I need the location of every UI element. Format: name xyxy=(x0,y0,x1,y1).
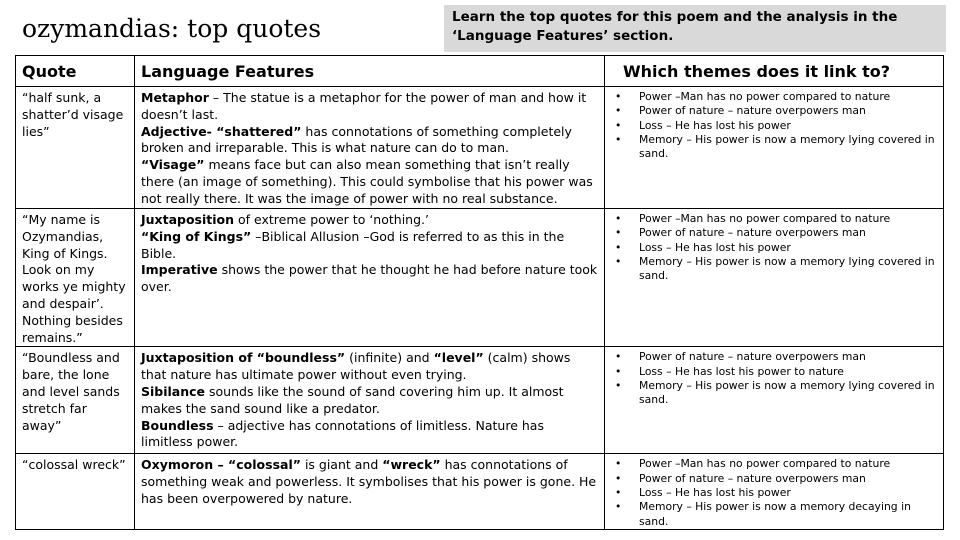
analysis-text: is giant and xyxy=(300,457,383,473)
quote-cell: “Boundless and bare, the lone and level sands stretch far away” xyxy=(16,347,135,454)
device-term: “King of Kings” xyxy=(141,228,252,244)
page-title: ozymandias: top quotes xyxy=(22,14,322,43)
analysis-text: has connotations of something weak and powerless. It symbolises that his power is gone. He has been overpowered by nature. xyxy=(141,457,597,506)
analysis-paragraph xyxy=(141,90,598,124)
table-body xyxy=(16,87,944,530)
theme-item: • Power of nature – nature overpowers man xyxy=(639,104,937,118)
table-row xyxy=(16,454,944,530)
analysis-text: means face but can also mean something that isn’t really there (an image of something). This could symbolise that his power was not really there. It was the image of power with no real substance. xyxy=(141,157,593,206)
analysis-text: shows the power that he thought he had before nature took over. xyxy=(141,262,598,295)
themes-cell xyxy=(605,454,944,530)
analysis-paragraph xyxy=(141,262,598,296)
quote-cell: “My name is Ozymandias, King of Kings. Look on my works ye mighty and despair’. Nothing besides remains.” xyxy=(16,209,135,347)
analysis-paragraph xyxy=(141,418,598,452)
table-row xyxy=(16,347,944,454)
device-term: Juxtaposition of “boundless” xyxy=(141,350,346,366)
analysis-paragraph xyxy=(141,350,598,384)
analysis-text: sounds like the sound of sand covering him up. It almost makes the sand sound like a predator. xyxy=(141,383,564,416)
language-features-cell xyxy=(135,87,605,209)
language-features-cell xyxy=(135,454,605,530)
themes-list xyxy=(611,90,937,161)
device-term: Juxtaposition xyxy=(141,212,235,227)
analysis-text: (infinite) and xyxy=(345,350,434,366)
instruction-box: Learn the top quotes for this poem and the analysis in the ‘Language Features’ section. xyxy=(444,5,946,52)
theme-item: • Memory – His power is now a memory lying covered in sand. xyxy=(639,133,937,162)
themes-cell xyxy=(605,347,944,454)
themes-list xyxy=(611,457,937,528)
header-quote: Quote xyxy=(16,56,135,87)
theme-item: • Power of nature – nature overpowers man xyxy=(639,350,937,364)
device-term: “Visage” xyxy=(141,157,205,173)
analysis-text: has connotations of something completely broken and irreparable. This is what nature can do to man. xyxy=(141,123,572,156)
analysis-paragraph xyxy=(141,124,598,158)
analysis-paragraph xyxy=(141,157,598,207)
themes-list xyxy=(611,350,937,407)
header-themes: Which themes does it link to? xyxy=(605,56,944,87)
device-term: “wreck” xyxy=(382,457,441,473)
device-term: Metaphor xyxy=(141,90,209,105)
device-term: Sibilance xyxy=(141,383,206,399)
theme-item: • Loss – He has lost his power to nature xyxy=(639,365,937,379)
language-features-cell xyxy=(135,347,605,454)
theme-item: • Power –Man has no power compared to nature xyxy=(639,90,937,104)
table-row xyxy=(16,87,944,209)
device-term: Boundless xyxy=(141,417,214,433)
analysis-text: of extreme power to ‘nothing.’ xyxy=(234,212,429,227)
theme-item: • Loss – He has lost his power xyxy=(639,486,937,500)
theme-item: • Loss – He has lost his power xyxy=(639,241,937,255)
theme-item: • Power of nature – nature overpowers man xyxy=(639,472,937,486)
device-term: Adjective- “shattered” xyxy=(141,123,302,139)
device-term: Imperative xyxy=(141,262,218,278)
analysis-text: – adjective has connotations of limitless. Nature has limitless power. xyxy=(141,417,544,450)
table-header-row xyxy=(16,56,944,87)
analysis-text: – The statue is a metaphor for the power of man and how it doesn’t last. xyxy=(141,90,587,122)
language-features-cell xyxy=(135,209,605,347)
theme-item: • Memory – His power is now a memory lying covered in sand. xyxy=(639,379,937,408)
theme-item: • Memory – His power is now a memory lying covered in sand. xyxy=(639,255,937,284)
theme-item: • Power –Man has no power compared to nature xyxy=(639,457,937,471)
quote-cell: “colossal wreck” xyxy=(16,454,135,530)
themes-cell xyxy=(605,87,944,209)
quote-cell: “half sunk, a shatter’d visage lies” xyxy=(16,87,135,209)
themes-list xyxy=(611,212,937,283)
theme-item: • Memory – His power is now a memory decaying in sand. xyxy=(639,500,937,529)
theme-item: • Loss – He has lost his power xyxy=(639,119,937,133)
quotes-table xyxy=(15,55,944,530)
device-term: Oxymoron – “colossal” xyxy=(141,457,301,473)
analysis-text: (calm) shows that nature has ultimate power without even trying. xyxy=(141,350,571,383)
analysis-paragraph xyxy=(141,384,598,418)
theme-item: • Power of nature – nature overpowers man xyxy=(639,226,937,240)
analysis-text: –Biblical Allusion –God is referred to as this in the Bible. xyxy=(141,228,565,261)
table-row xyxy=(16,209,944,347)
theme-item: • Power –Man has no power compared to nature xyxy=(639,212,937,226)
analysis-paragraph xyxy=(141,229,598,263)
header-language-features: Language Features xyxy=(135,56,605,87)
analysis-paragraph xyxy=(141,212,598,229)
themes-cell xyxy=(605,209,944,347)
analysis-paragraph xyxy=(141,457,598,507)
device-term: “level” xyxy=(433,350,484,366)
